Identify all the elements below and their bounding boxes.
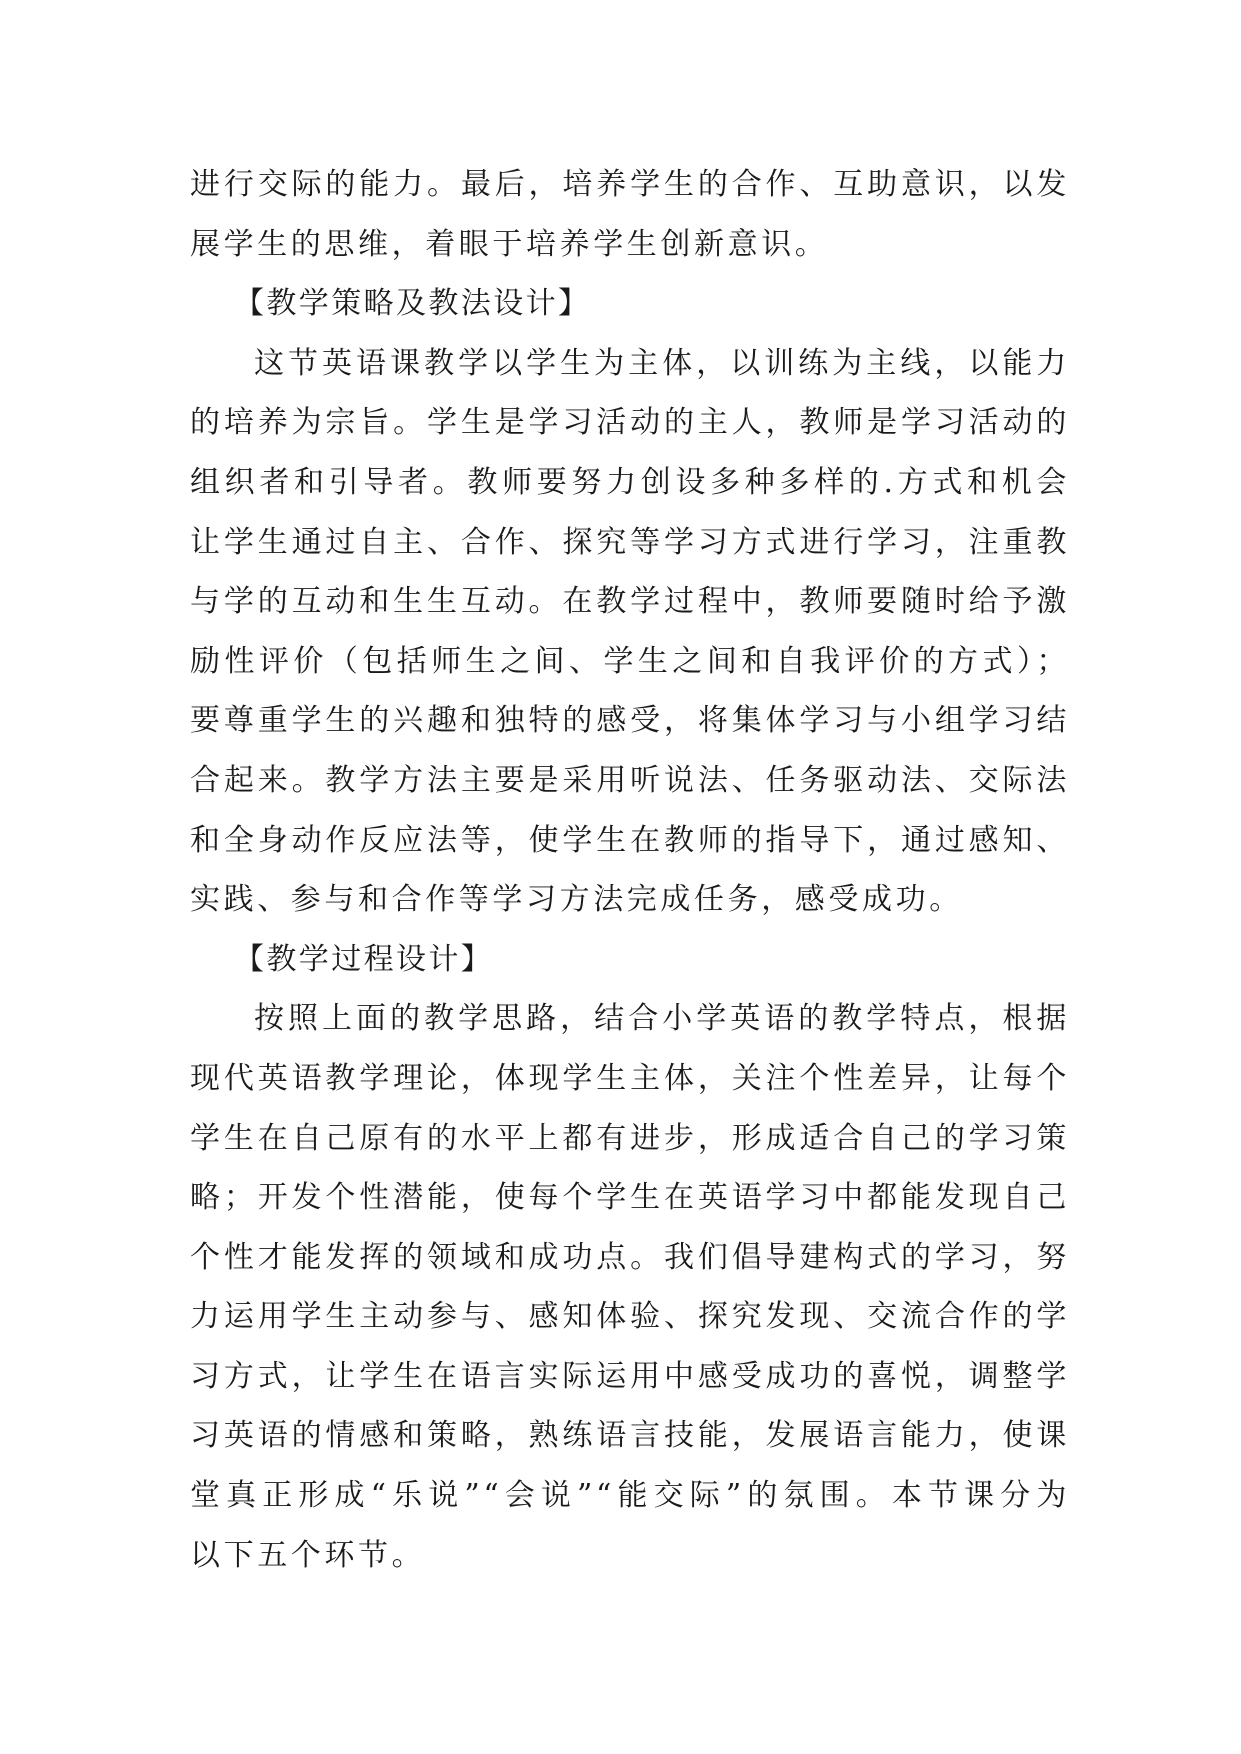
text-line: 个性才能发挥的领域和成功点。我们倡导建构式的学习，努	[190, 1239, 1070, 1275]
paragraph-teaching-process	[190, 989, 1070, 1585]
text-line: 现代英语教学理论，体现学生主体，关注个性差异，让每个	[190, 1060, 1070, 1096]
text-line: 进行交际的能力。最后，培养学生的合作、互助意识，以发	[190, 167, 1070, 202]
text-line: 学生在自己原有的水平上都有进步，形成适合自己的学习策	[190, 1120, 1070, 1156]
text-line: 组织者和引导者。教师要努力创设多种多样的.方式和机会	[190, 464, 1070, 500]
text-line: 合起来。教学方法主要是采用听说法、任务驱动法、交际法	[190, 762, 1070, 798]
text-line: 实践、参与和合作等学习方法完成任务，感受成功。	[190, 882, 963, 918]
text-line: 习英语的情感和策略，熟练语言技能，发展语言能力，使课	[190, 1418, 1070, 1454]
text-line: 和全身动作反应法等，使学生在教师的指导下，通过感知、	[190, 822, 1070, 858]
text-line: 以下五个环节。	[190, 1537, 426, 1573]
text-line: 堂真正形成“乐说”“会说”“能交际”的氛围。本节课分为	[190, 1478, 1070, 1514]
text-line: 让学生通过自主、合作、探究等学习方式进行学习，注重教	[190, 524, 1070, 560]
paragraph-continuation	[190, 155, 1070, 274]
document-page	[190, 155, 1070, 1585]
paragraph-teaching-strategy	[190, 334, 1070, 930]
text-line: 习方式，让学生在语言实际运用中感受成功的喜悦，调整学	[190, 1358, 1070, 1394]
section-heading-teaching-process: 【教学过程设计】	[234, 941, 494, 977]
text-line: 与学的互动和生生互动。在教学过程中，教师要随时给予激	[190, 584, 1070, 620]
text-line: 这节英语课教学以学生为主体，以训练为主线，以能力	[254, 345, 1070, 381]
text-line: 按照上面的教学思路，结合小学英语的教学特点，根据	[254, 1001, 1070, 1037]
text-line: 要尊重学生的兴趣和独特的感受，将集体学习与小组学习结	[190, 703, 1070, 739]
text-line: 展学生的思维，着眼于培养学生创新意识。	[190, 226, 829, 262]
text-line: 励性评价（包括师生之间、学生之间和自我评价的方式）；	[190, 643, 1070, 679]
text-line: 的培养为宗旨。学生是学习活动的主人，教师是学习活动的	[190, 405, 1070, 441]
text-line: 力运用学生主动参与、感知体验、探究发现、交流合作的学	[190, 1299, 1070, 1335]
text-line: 略；开发个性潜能，使每个学生在英语学习中都能发现自己	[190, 1180, 1070, 1216]
section-heading-teaching-strategy: 【教学策略及教法设计】	[234, 286, 591, 322]
